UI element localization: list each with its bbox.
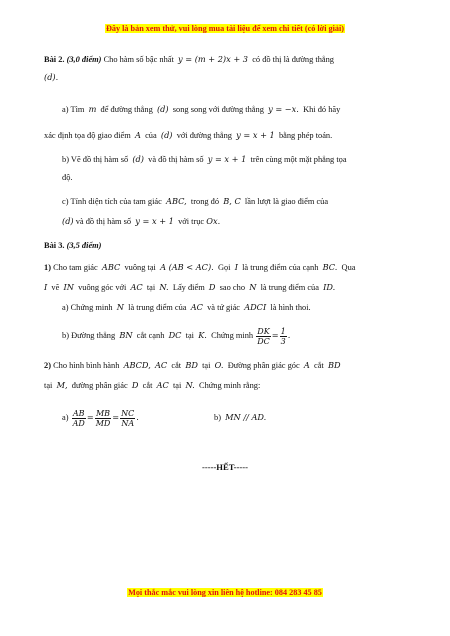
bai2-a-line2	[44, 130, 332, 141]
math: m	[88, 104, 97, 114]
math: IN	[63, 282, 74, 292]
math: DC	[257, 336, 270, 346]
math: Ox.	[206, 216, 221, 226]
math: A	[303, 360, 310, 370]
math: ABCD,	[123, 360, 151, 370]
math: N.	[185, 380, 195, 390]
bai2-b-line2	[62, 172, 72, 183]
math: A	[134, 130, 141, 140]
text: là hình thoi.	[270, 303, 311, 312]
math: ID.	[323, 282, 336, 292]
math: y = x + 1	[236, 130, 275, 140]
text: c) Tính diện tích của tam giác	[62, 197, 162, 206]
text: lần lượt là giao điểm của	[244, 197, 329, 206]
bai3-p2b-line	[214, 412, 266, 423]
text: tại	[44, 381, 53, 390]
text: cắt	[314, 361, 324, 370]
text: Lấy điểm	[172, 283, 205, 292]
math: NA	[121, 418, 135, 428]
text: trên cùng một mặt phẳng tọa	[250, 155, 347, 164]
text: vuông tại	[124, 263, 156, 272]
math: y = −x.	[268, 104, 299, 114]
math: AC	[155, 360, 168, 370]
text: Khi đó hãy	[303, 105, 341, 114]
text: cắt	[171, 361, 182, 370]
math: =	[271, 330, 279, 340]
math: .	[136, 412, 139, 422]
text: để đường thẳng	[100, 105, 153, 114]
bai3-p2-line2	[44, 380, 260, 391]
math: MB	[95, 408, 111, 418]
math: .	[287, 330, 291, 340]
line-d-label: (d).	[44, 72, 59, 82]
math: (d)	[132, 154, 144, 164]
text: vẽ	[51, 283, 60, 292]
text: tại	[146, 283, 156, 292]
math: AC	[156, 380, 169, 390]
math: I	[44, 282, 48, 292]
bai2-b-line1	[62, 154, 347, 165]
text: cắt	[142, 381, 153, 390]
math: DK	[257, 326, 270, 336]
math: AC	[190, 302, 203, 312]
bai2-c-line1	[62, 196, 328, 207]
math: N	[249, 282, 257, 292]
text: đường phân giác	[71, 381, 128, 390]
text: Qua	[341, 263, 356, 272]
text: b) Đường thẳng	[62, 331, 116, 340]
text: b)	[214, 413, 221, 422]
text: Gọi	[217, 263, 231, 272]
bai3-p1-line2	[44, 282, 335, 293]
text: bằng phép toán.	[278, 131, 333, 140]
math: BD	[185, 360, 198, 370]
fraction-nc-na	[120, 409, 135, 428]
text: trong đó	[190, 197, 220, 206]
text: Cho tam giác	[53, 263, 98, 272]
math: N.	[159, 282, 169, 292]
math: =	[86, 412, 94, 422]
math: y = x + 1	[207, 154, 247, 164]
bai3-heading-line	[44, 240, 101, 251]
bai3-p1b-line	[62, 325, 290, 346]
bai3-p1-line1	[44, 262, 355, 273]
math: N	[116, 302, 124, 312]
text: và tứ giác	[207, 303, 241, 312]
math: K.	[198, 330, 207, 340]
math: ADCI	[244, 302, 267, 312]
math: M,	[56, 380, 68, 390]
math: (d)	[156, 104, 169, 114]
math: 1	[280, 326, 286, 336]
text: với trục	[178, 217, 205, 226]
text: vuông góc với	[78, 283, 127, 292]
math: BD	[327, 360, 341, 370]
math: DC	[168, 330, 182, 340]
text: của	[145, 131, 157, 140]
text: với đường thẳng	[176, 131, 232, 140]
hotline-banner-text: Mọi thắc mắc vui lòng xin liên hệ hotline: 084 283 45 85	[128, 588, 322, 597]
bai2-d-line	[44, 72, 58, 83]
text: Cho hàm số bậc nhất	[103, 55, 174, 64]
text: có đồ thị là đường thẳng	[252, 55, 334, 64]
fraction-mb-md	[95, 409, 112, 428]
preview-banner-text: Đây là bản xem thử, vui lòng mua tài liệu để xem chi tiết (có lời giải)	[105, 24, 344, 33]
preview-banner	[0, 24, 450, 33]
bai3-points: (3,5 điểm)	[66, 241, 102, 250]
text: xác định tọa độ giao điểm	[44, 131, 131, 140]
text: Cho hình bình hành	[53, 361, 120, 370]
text: song song với đường thẳng	[172, 105, 264, 114]
function-expression: y = (m + 2)x + 3	[178, 54, 249, 64]
math: y = x + 1	[135, 216, 174, 226]
text: Chứng minh rằng:	[198, 381, 261, 390]
fraction-one-third	[280, 327, 287, 346]
math: ABC,	[166, 196, 187, 206]
bai2-c-line2	[62, 216, 220, 227]
math: NC	[121, 408, 135, 418]
text: là trung điểm của cạnh	[242, 263, 319, 272]
math: (d)	[62, 216, 74, 226]
bai2-heading: Bài 2.	[44, 55, 65, 64]
math: MN // AD.	[225, 412, 267, 422]
math: O.	[214, 360, 224, 370]
math: (d)	[160, 130, 173, 140]
fraction-ab-ad	[72, 409, 86, 428]
math: A (AB < AC).	[160, 262, 214, 272]
math: MD	[95, 418, 111, 428]
text: a) Chứng minh	[62, 303, 113, 312]
math: AB	[72, 408, 85, 418]
text: tại	[185, 331, 194, 340]
text: là trung điểm của	[128, 303, 187, 312]
bai3-p2-line1	[44, 360, 341, 371]
text: và đồ thị hàm số	[75, 217, 132, 226]
text: Đường phân giác góc	[227, 361, 300, 370]
math: D	[131, 380, 139, 390]
math: B, C	[223, 196, 241, 206]
text: a) Tìm	[62, 105, 85, 114]
text: độ.	[62, 173, 73, 182]
math: D	[208, 282, 216, 292]
text: Chứng minh	[211, 331, 254, 340]
bai2-intro-line	[44, 54, 334, 65]
text: tại	[172, 381, 182, 390]
fraction-dk-dc	[256, 327, 271, 346]
math: ABC	[101, 262, 121, 272]
text: 1)	[44, 263, 51, 272]
math: =	[112, 412, 120, 422]
math: I	[234, 262, 238, 272]
text: là trung điểm của	[260, 283, 319, 292]
bai2-a-line1	[62, 104, 340, 115]
text: sao cho	[219, 283, 246, 292]
bai3-p2a-line	[62, 406, 139, 429]
text: cắt cạnh	[136, 331, 165, 340]
text: tại	[202, 361, 211, 370]
math: BC.	[322, 262, 338, 272]
math: BN	[119, 330, 133, 340]
text: và đồ thị hàm số	[148, 155, 204, 164]
math: AD	[72, 418, 85, 428]
text: a)	[62, 413, 69, 422]
math: 3	[280, 336, 286, 346]
text: b) Vẽ đồ thị hàm số	[62, 155, 129, 164]
bai3-heading: Bài 3.	[44, 241, 65, 250]
bai3-p1a-line	[62, 302, 311, 313]
hotline-banner	[0, 588, 450, 597]
math: AC	[130, 282, 143, 292]
text: 2)	[44, 361, 51, 370]
bai2-points: (3,0 điểm)	[66, 55, 102, 64]
end-marker: -----HẾT-----	[202, 462, 248, 472]
